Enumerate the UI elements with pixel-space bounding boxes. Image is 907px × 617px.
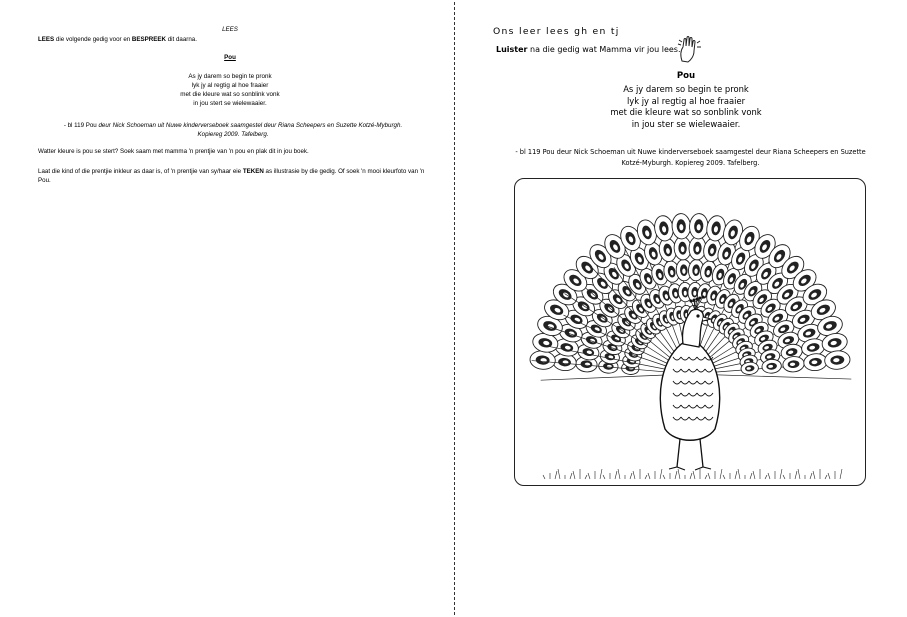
citation-line-1: - bl 119 Pou deur Nick Schoeman uit Nuwe kinderverseboek saamgestel deur Riana Scheepers en Suzette bbox=[515, 148, 866, 156]
right-poem bbox=[556, 84, 816, 130]
left-poem-title: Pou bbox=[224, 54, 236, 61]
bespreek-keyword: BESPREEK bbox=[131, 36, 166, 43]
peacock-illustration bbox=[515, 179, 865, 485]
left-question: Watter kleure is pou se stert? Soek saam met mamma 'n prentjie van 'n pou en plak dit in jou boek. bbox=[38, 148, 309, 155]
instruction-text-2: dit daarna. bbox=[165, 36, 197, 43]
citation-italic: deur Nick Schoeman uit Nuwe kinderverseboek saamgestel deur Riana Scheepers en Suzette Kotzé-Myburgh. bbox=[98, 122, 403, 129]
right-title: Ons leer lees gh en tj bbox=[493, 26, 620, 37]
left-task bbox=[38, 168, 428, 185]
poem-line: in jou stert se wielewaaier. bbox=[193, 100, 267, 107]
left-poem bbox=[110, 72, 350, 108]
teken-keyword: TEKEN bbox=[242, 168, 264, 175]
task-text-2: as illustrasie by die gedig. Of soek 'n mooi kleurfoto van 'n Pou. bbox=[38, 168, 425, 184]
left-instruction bbox=[38, 36, 338, 44]
luister-keyword: Luister bbox=[496, 45, 528, 54]
citation-line-2: Kotzé-Myburgh. Kopiereg 2009. Tafelberg. bbox=[621, 158, 760, 167]
poem-line: As jy darem so begin te pronk bbox=[623, 84, 749, 94]
right-page bbox=[456, 0, 907, 617]
instruction-text-1: die volgende gedig voor en bbox=[54, 36, 132, 43]
left-citation bbox=[38, 121, 428, 139]
poem-line: lyk jy al regtig al hoe fraaier bbox=[191, 82, 269, 89]
listening-hand-icon bbox=[676, 35, 702, 65]
poem-line: in jou ster se wielewaaier. bbox=[631, 118, 741, 129]
right-instruction-text: na die gedig wat Mamma vir jou lees. bbox=[527, 45, 681, 54]
right-citation bbox=[498, 147, 883, 168]
right-poem-title: Pou bbox=[676, 71, 696, 81]
right-instruction bbox=[496, 45, 681, 54]
poem-line: lyk jy al regtig al hoe fraaier bbox=[626, 95, 746, 106]
citation-prefix: - bl 119 Pou bbox=[63, 122, 99, 129]
citation-copyright: Kopiereg 2009. Tafelberg. bbox=[197, 131, 269, 138]
poem-line: As jy darem so begin te pronk bbox=[188, 73, 272, 80]
peacock-illustration-frame bbox=[514, 178, 866, 486]
left-header: LEES bbox=[222, 26, 238, 33]
page-fold-divider bbox=[454, 2, 455, 615]
task-text-1: Laat die kind of die prentjie inkleur as daar is, of 'n prentjie van sy/haar eie bbox=[38, 168, 243, 175]
poem-line: met die kleure wat so sonblink vonk bbox=[610, 107, 762, 118]
poem-line: met die kleure wat so sonblink vonk bbox=[180, 91, 280, 98]
lees-keyword: LEES bbox=[38, 36, 55, 43]
